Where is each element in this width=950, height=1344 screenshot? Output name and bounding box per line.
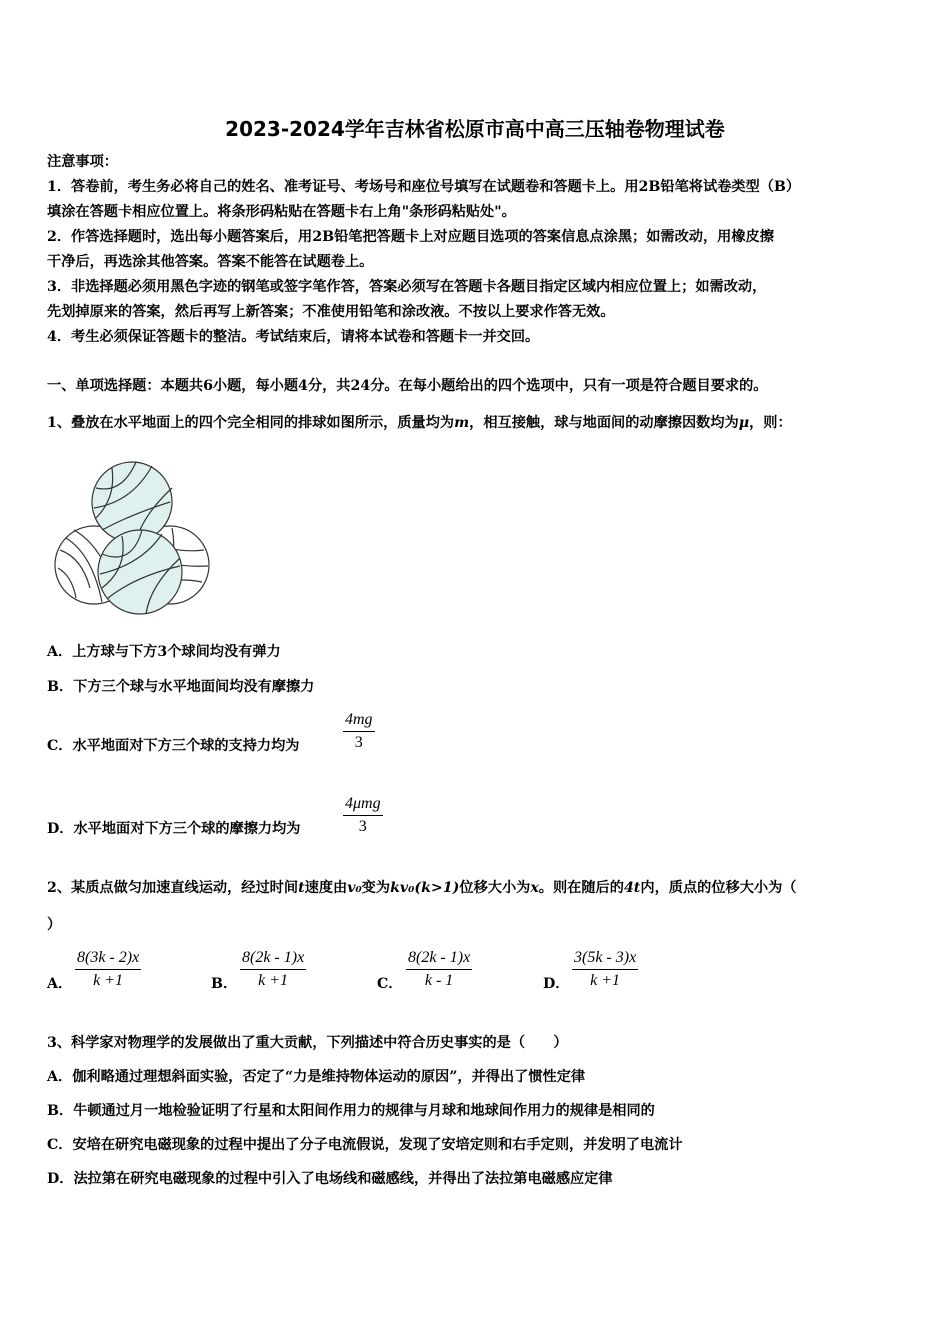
notice-line: 先划掉原来的答案，然后再写上新答案；不准使用铅笔和涂改液。不按以上要求作答无效。 (47, 304, 615, 320)
q1-option-c-fraction (343, 711, 375, 752)
q1-option-b: B．下方三个球与水平地面间均没有摩擦力 (47, 679, 315, 695)
q1-option-d: D．水平地面对下方三个球的摩擦力均为 (47, 821, 301, 837)
fraction-denominator: k +1 (93, 972, 124, 989)
fraction-numerator: 4μmg (345, 795, 381, 812)
fraction-numerator: 4mg (345, 711, 373, 728)
q1-option-c: C．水平地面对下方三个球的支持力均为 (47, 738, 300, 754)
q1-option-d-fraction (343, 795, 383, 836)
q3-option-d: D．法拉第在研究电磁现象的过程中引入了电场线和磁感线，并得出了法拉第电磁感应定律 (47, 1171, 613, 1187)
fraction-denominator: k +1 (590, 972, 621, 989)
q3-stem: 3、科学家对物理学的发展做出了重大贡献，下列描述中符合历史事实的是（ ） (47, 1035, 568, 1051)
notice-line: 2．作答选择题时，选出每小题答案后，用2B铅笔把答题卡上对应题目选项的答案信息点涂黑；如需改动，用橡皮擦 (47, 229, 774, 245)
section-heading: 一、单项选择题：本题共6小题，每小题4分，共24分。在每小题给出的四个选项中，只有一项是符合题目要求的。 (47, 378, 768, 394)
fraction-numerator: 8(2k - 1)x (242, 949, 305, 966)
fraction-numerator: 8(2k - 1)x (408, 949, 471, 966)
notice-heading: 注意事项： (47, 154, 118, 170)
q2-option-c-fraction (406, 949, 472, 990)
notice-line: 3．非选择题必须用黑色字迹的钢笔或签字笔作答，答案必须写在答题卡各题目指定区域内相应位置上；如需改动， (47, 279, 767, 295)
q2-stem: 2、某质点做匀加速直线运动，经过时间t速度由v₀变为kv₀(k>1)位移大小为x。则在随后的4t内，质点的位移大小为（ (47, 880, 797, 896)
volleyball-stack-figure (52, 458, 214, 618)
notice-line: 干净后，再选涂其他答案。答案不能答在试题卷上。 (47, 254, 374, 270)
q3-option-b: B．牛顿通过月一地检验证明了行星和太阳间作用力的规律与月球和地球间作用力的规律是相同的 (47, 1103, 655, 1119)
q3-option-a: A．伽利略通过理想斜面实验，否定了“力是维持物体运动的原因”，并得出了惯性定律 (47, 1069, 586, 1085)
q2-stem-close: ） (47, 917, 62, 933)
page-title: 2023-2024学年吉林省松原市高中高三压轴卷物理试卷 (225, 117, 725, 141)
q2-option-a-fraction (75, 949, 141, 990)
fraction-numerator: 3(5k - 3)x (574, 949, 637, 966)
q2-option-c-label: C． (377, 976, 403, 992)
q2-option-d-fraction (572, 949, 638, 990)
fraction-denominator: k +1 (258, 972, 289, 989)
q3-option-c: C．安培在研究电磁现象的过程中提出了分子电流假说，发现了安培定则和右手定则，并发明了电流计 (47, 1137, 683, 1153)
q2-option-b-fraction (240, 949, 306, 990)
fraction-denominator: k - 1 (424, 972, 454, 989)
notice-line: 填涂在答题卡相应位置上。将条形码粘贴在答题卡右上角"条形码粘贴处"。 (47, 204, 516, 220)
fraction-denominator: 3 (358, 818, 367, 835)
q2-option-b-label: B． (211, 976, 238, 992)
fraction-denominator: 3 (354, 734, 363, 751)
q2-option-a-label: A． (47, 976, 73, 992)
q1-stem: 1、叠放在水平地面上的四个完全相同的排球如图所示，质量均为m，相互接触，球与地面间的动摩擦因数均为μ，则： (47, 415, 792, 431)
notice-line: 4．考生必须保证答题卡的整洁。考试结束后，请将本试卷和答题卡一并交回。 (47, 329, 540, 345)
q2-option-d-label: D． (543, 976, 570, 992)
q1-option-a: A．上方球与下方3个球间均没有弹力 (47, 644, 281, 660)
fraction-numerator: 8(3k - 2)x (77, 949, 140, 966)
notice-line: 1．答卷前，考生务必将自己的姓名、准考证号、考场号和座位号填写在试题卷和答题卡上。用2B铅笔将试卷类型（B） (47, 179, 801, 195)
